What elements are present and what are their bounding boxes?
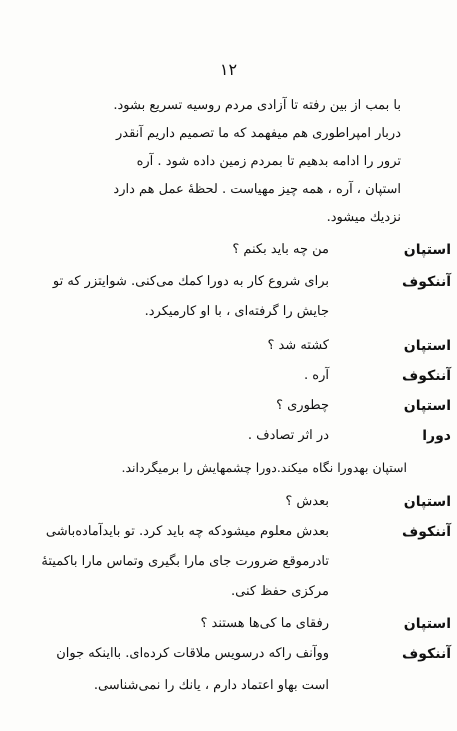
intro-line: دربار امپراطوری هم میفهمد که ما تصمیم داریم آنقدر [115,126,401,141]
intro-line: با بمب از بین رفته تا آزادی مردم روسیه تسریع بشود. [113,98,401,113]
speaker-name: استپان [403,338,451,354]
dialogue-line: تادرموقع ضرورت جای مارا بگیری وتماس مارا باکمیتهٔ [41,554,329,569]
dialogue-line: ووآنف راکه درسویس ملاقات کرده‌ای. بااینکه جوان [56,646,329,661]
dialogue-line: برای شروع کار به دورا کمك می‌کنی. شوایتزر که تو [52,274,329,289]
dialogue-line: آره . [304,368,329,383]
speaker-name: آننکوف [402,274,451,290]
dialogue-line: مرکزی حفظ کنی. [231,584,329,599]
speaker-name: آننکوف [402,646,451,662]
dialogue-line: رفقای ما کی‌ها هستند ؟ [200,616,329,631]
dialogue-line: است بهاو اعتماد دارم ، یانك را نمی‌شناسی. [93,678,329,693]
intro-line: نزدیك میشود. [326,210,401,225]
stage-direction: استپان بهدورا نگاه میکند.دورا چشمهایش را برمیگرداند. [121,460,407,475]
dialogue-line: چطوری ؟ [276,398,329,413]
dialogue-line: جایش را گرفته‌ای ، با او کارمیکرد. [144,304,329,319]
dialogue-line: بعدش ؟ [285,494,329,509]
dialogue-line: بعدش معلوم میشودکه چه باید کرد. تو بایدآماده‌باشی [45,524,329,539]
speaker-name: دورا [422,428,451,444]
speaker-name: آننکوف [402,524,451,540]
page-number: ۱۲ [219,60,238,79]
dialogue-line: من چه باید بکنم ؟ [232,242,329,257]
speaker-name: استپان [403,398,451,414]
speaker-name: آننکوف [402,368,451,384]
dialogue-line: در اثر تصادف . [247,428,329,443]
intro-line: استپان ، آره ، همه چیز مهیاست . لحظهٔ عمل هم دارد [113,182,401,197]
speaker-name: استپان [403,494,451,510]
intro-line: ترور را ادامه بدهیم تا بمردم زمین داده شود . آره [136,154,401,169]
speaker-name: استپان [403,242,451,258]
dialogue-line: کشته شد ؟ [267,338,329,353]
speaker-name: استپان [403,616,451,632]
